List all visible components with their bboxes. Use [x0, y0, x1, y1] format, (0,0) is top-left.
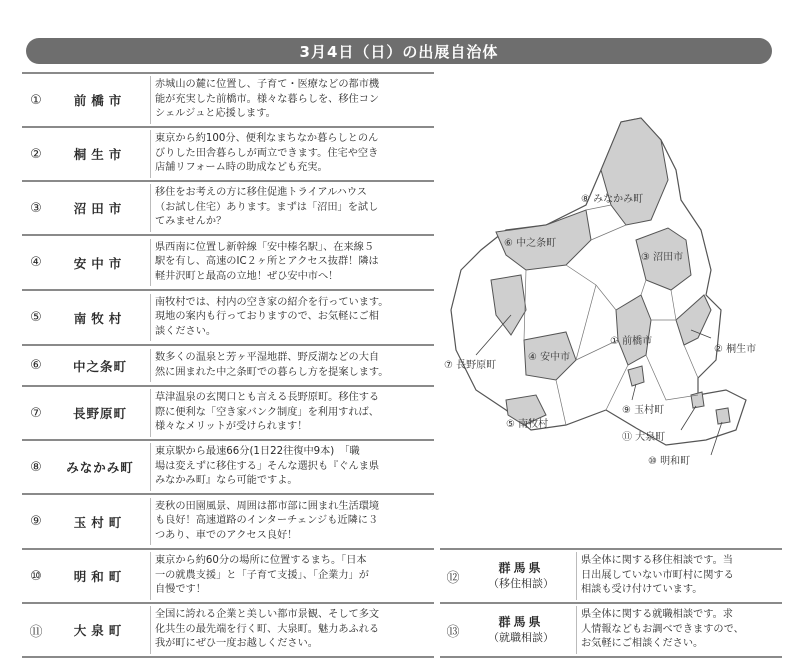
- list-item: [22, 72, 434, 126]
- entry-number: ⑨: [30, 514, 42, 529]
- label-numata: ③ 沼田市: [641, 252, 684, 263]
- gunma-map: [436, 110, 786, 480]
- entry-description: 南牧村では、村内の空き家の紹介を行っています。 現地の案内も行っておりますので、お気軽にご相 談ください。: [150, 294, 434, 342]
- list-item: [440, 602, 782, 658]
- entry-number: ⑫: [446, 570, 460, 586]
- entry-name: 大泉町: [73, 623, 127, 638]
- label-nakanojo: ⑥ 中之条町: [504, 238, 557, 249]
- list-item: [440, 548, 782, 602]
- entry-name: 南牧村: [73, 310, 127, 326]
- list-item: [22, 439, 434, 493]
- entry-description: 全国に誇れる企業と美しい都市景観、そして多文 化共生の最先端を行く町、大泉町。魅力あふれる 我が町にぜひ一度お越しください。: [150, 606, 434, 654]
- entry-number: ①: [30, 92, 42, 108]
- list-item: [22, 548, 434, 602]
- entry-number: ⑩: [30, 568, 42, 584]
- entry-description: 草津温泉の玄関口とも言える長野原町。移住する 際に便利な「空き家バンク制度」を利用すれば、 様々なメリットが受けられます！: [150, 389, 434, 437]
- area-meiwa: [716, 408, 730, 424]
- entry-name: [466, 560, 576, 592]
- label-nanmoku: ⑤ 南牧村: [506, 419, 549, 430]
- label-meiwa: ⑩ 明和町: [648, 456, 691, 467]
- entry-number: ②: [30, 146, 42, 162]
- entry-name: 安中市: [73, 255, 127, 271]
- entry-name-main: 群馬県: [498, 561, 544, 575]
- label-annaka: ④ 安中市: [528, 352, 571, 363]
- entry-name: [466, 614, 576, 646]
- entry-description: 麦秋の田園風景、周囲は都市部に囲まれ生活環境 も良好！高速道路のインターチェンジも近隣に３ つあり、車でのアクセス良好！: [150, 498, 434, 546]
- list-item: [22, 126, 434, 180]
- list-item: [22, 180, 434, 234]
- entry-number: ⑪: [29, 624, 43, 640]
- entry-description: 数多くの温泉と芳ヶ平湿地群、野反湖などの大自 然に囲まれた中之条町での暮らし方を提案します。: [150, 349, 434, 382]
- entry-name: 中之条町: [72, 358, 127, 374]
- list-item: [22, 602, 434, 658]
- entry-name: 前橋市: [73, 93, 127, 108]
- entry-number: ④: [30, 255, 42, 270]
- list-item: [22, 234, 434, 289]
- entry-number: ⑥: [30, 358, 42, 373]
- entry-description: 県西南に位置し新幹線「安中榛名駅」、在来線５ 駅を有し、高速のIC２ヶ所とアクセス抜群！隣は 軽井沢町と最高の立地！ぜひ安中市へ！: [150, 239, 434, 287]
- entry-number: ③: [30, 200, 42, 216]
- entry-number: ⑬: [446, 624, 460, 640]
- area-oizumi: [691, 392, 704, 408]
- entry-name-sub: （移住相談）: [488, 577, 554, 590]
- list-item: [22, 289, 434, 344]
- label-minakami: ⑧ みなかみ町: [581, 194, 644, 205]
- entry-name: みなかみ町: [66, 460, 134, 475]
- entry-number: ⑧: [30, 459, 42, 475]
- entry-name: 玉村町: [73, 514, 127, 530]
- entry-number: ⑤: [30, 310, 42, 325]
- entry-description: 県全体に関する就職相談です。求 人情報などもお調べできますので、 お気軽にご相談ください。: [576, 606, 782, 654]
- entry-description: 県全体に関する移住相談です。当 日出展していない市町村に関する 相談も受け付けています。: [576, 552, 782, 600]
- entry-name: 長野原町: [72, 406, 127, 421]
- entry-description: 東京から約60分の場所に位置するまち。「日本 一の就農支援」と「子育て支援」、「企業力」が 自慢です！: [150, 552, 434, 600]
- label-tamamura: ⑨ 玉村町: [622, 405, 665, 416]
- entry-description: 東京から約100分、便利なまちなか暮らしとのん びりした田舎暮らしが両立できます。住宅や空き 店舗リフォーム時の助成なども充実。: [150, 130, 434, 178]
- entry-description: 東京駅から最速66分(1日22往復中9本) 「職 場は変えずに移住する」そんな選択も『ぐんま県 みなかみ町』なら可能ですよ。: [150, 443, 434, 491]
- page-title: 3月4日（日）の出展自治体: [26, 38, 772, 64]
- entry-description: 赤城山の麓に位置し、子育て・医療などの都市機 能が充実した前橋市。様々な暮らしを、移住コン シェルジュと応援します。: [150, 76, 434, 124]
- list-item: [22, 493, 434, 548]
- label-oizumi: ⑪ 大泉町: [622, 432, 666, 443]
- entry-number: ⑦: [30, 405, 42, 421]
- entry-name-sub: （就職相談）: [488, 631, 554, 644]
- label-naganohara: ⑦ 長野原町: [444, 360, 497, 371]
- list-item: [22, 385, 434, 439]
- entry-name: 桐生市: [73, 147, 127, 162]
- entry-name: 明和町: [73, 569, 127, 584]
- entry-description: 移住をお考えの方に移住促進トライアルハウス （お試し住宅）あります。まずは「沼田」を試し てみませんか？: [150, 184, 434, 232]
- label-maebashi: ① 前橋市: [610, 336, 653, 347]
- entry-name-main: 群馬県: [498, 615, 544, 629]
- label-kiryu: ② 桐生市: [714, 344, 757, 355]
- list-item: [22, 344, 434, 385]
- entry-name: 沼田市: [73, 201, 127, 216]
